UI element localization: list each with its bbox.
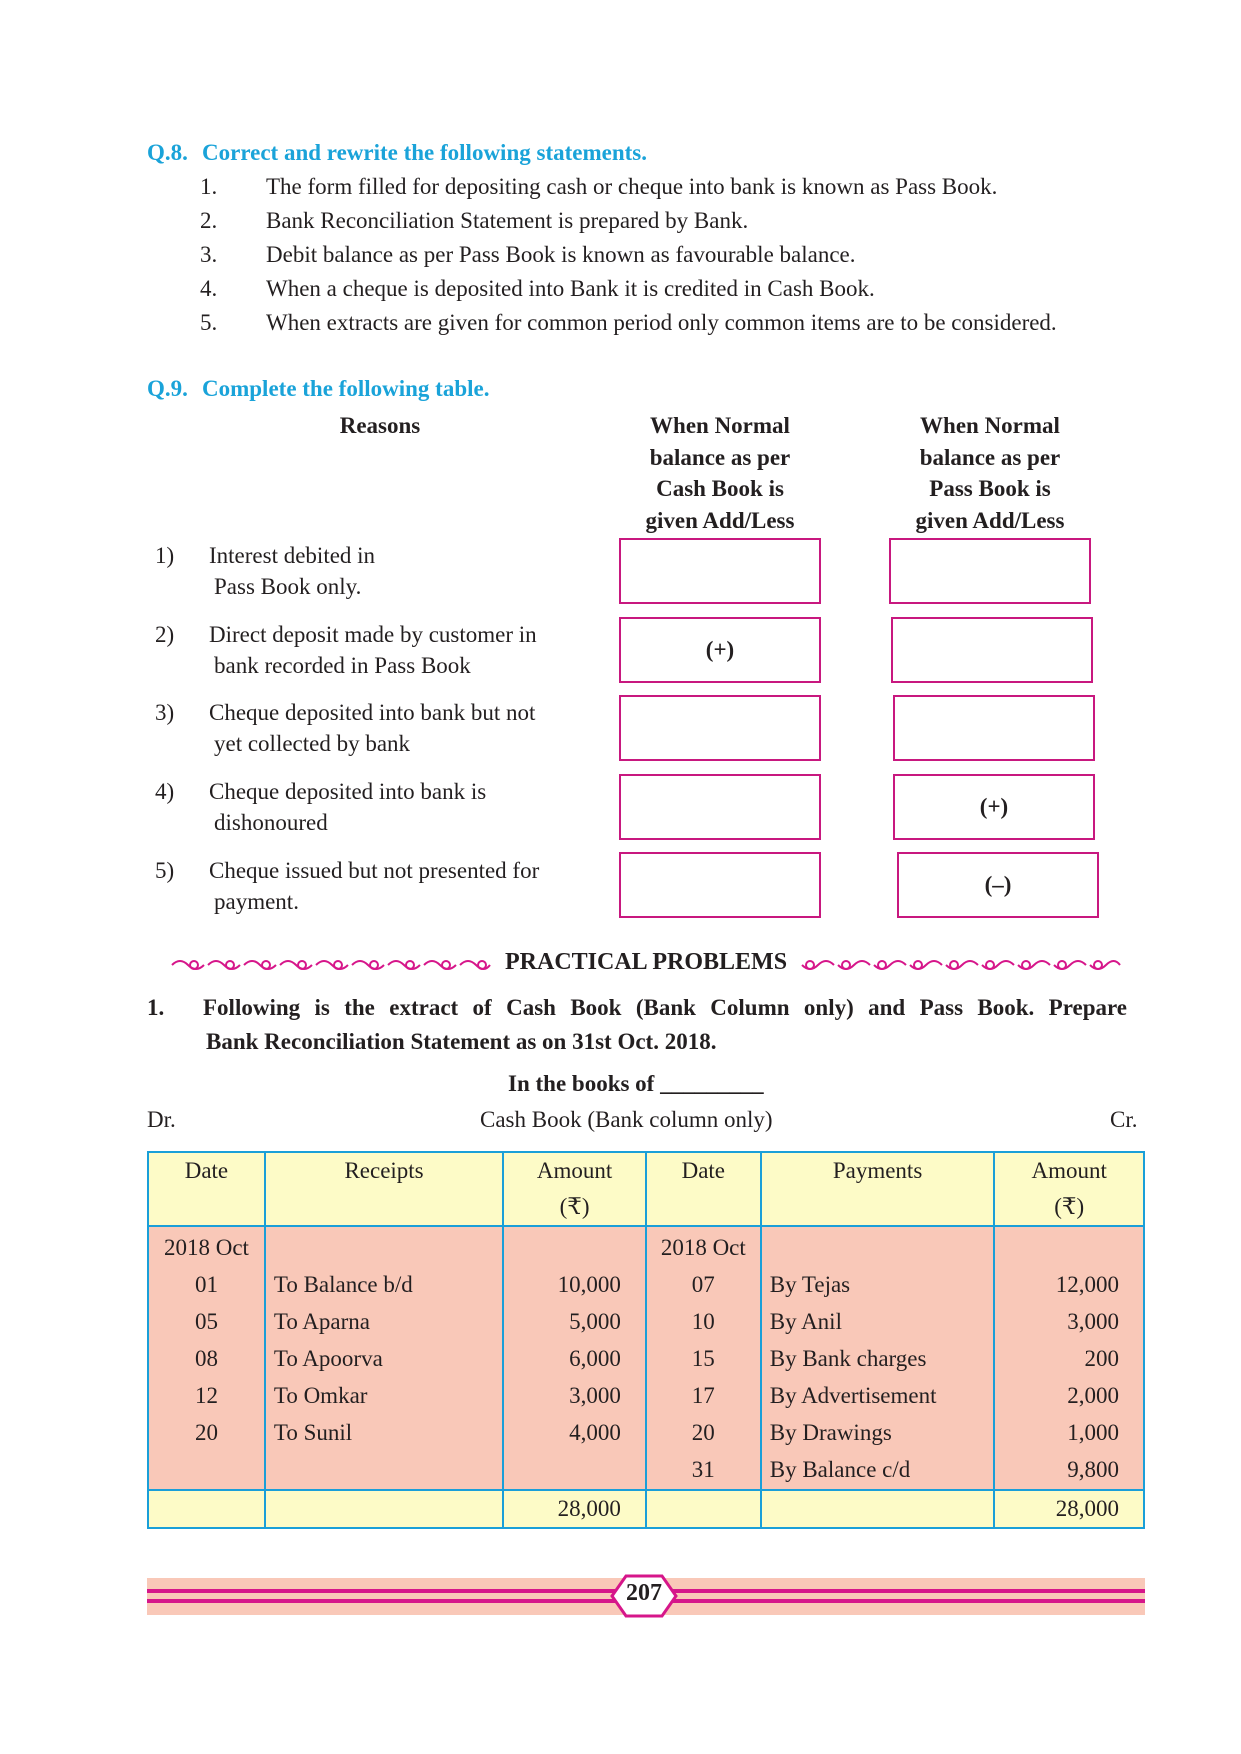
- table-body-row: [148, 1226, 1144, 1490]
- practical-problems-title: PRACTICAL PROBLEMS: [505, 949, 788, 975]
- cash-answer-box[interactable]: [619, 538, 821, 604]
- table-cell: By Balance c/d: [769, 1457, 911, 1482]
- receipt-amounts: [503, 1226, 646, 1490]
- table-cell: By Advertisement: [769, 1383, 937, 1408]
- table-cell: To Apoorva: [273, 1346, 383, 1371]
- table-cell: 5,000: [569, 1309, 621, 1334]
- cr-label: Cr.: [1110, 1107, 1138, 1132]
- header-payments: Payments: [761, 1152, 995, 1226]
- table-cell: 1,000: [1067, 1420, 1119, 1445]
- cash-answer-box[interactable]: [619, 774, 821, 840]
- cash-answer-box[interactable]: [619, 695, 821, 761]
- table-cell: 17: [691, 1383, 715, 1408]
- col-cash-header: [620, 410, 820, 536]
- table-cell: To Aparna: [273, 1309, 370, 1334]
- header-amount: [503, 1152, 646, 1226]
- table-cell: By Bank charges: [769, 1346, 927, 1371]
- cash-answer-box[interactable]: (+): [619, 617, 821, 683]
- table-total-row: [148, 1490, 1144, 1528]
- right-ornament-icon: [800, 954, 1122, 976]
- header-amount-label: Amount: [1031, 1158, 1107, 1183]
- cashbook-table: [147, 1151, 1145, 1529]
- reason-number: 5): [155, 858, 175, 883]
- table-cell: To Omkar: [273, 1383, 368, 1408]
- header-line: Cash Book is: [656, 476, 784, 501]
- reason-text: Cheque issued but not presented for: [209, 858, 540, 883]
- table-cell: [512, 1229, 621, 1266]
- table-cell: 6,000: [569, 1346, 621, 1371]
- statement-text: When extracts are given for common period only common items are to be considered.: [266, 310, 1057, 335]
- table-cell: By Anil: [769, 1309, 842, 1334]
- problem-text: Following is the extract of Cash Book (Bank Column only) and Pass Book. Prepare: [203, 995, 1127, 1020]
- rupee-label: (₹): [1054, 1194, 1085, 1219]
- header-line: given Add/Less: [915, 507, 1065, 533]
- q9-heading: [147, 376, 489, 402]
- payment-particulars: [761, 1226, 995, 1490]
- page-number: 207: [626, 1580, 662, 1606]
- table-cell: 07: [691, 1272, 715, 1297]
- statement-text: Bank Reconciliation Statement is prepared by Bank.: [266, 208, 749, 233]
- statement-text: Debit balance as per Pass Book is known as favourable balance.: [266, 242, 856, 267]
- table-cell: 12,000: [1055, 1272, 1119, 1297]
- q9-number: Q.9.: [147, 376, 188, 401]
- table-cell: 31: [691, 1457, 715, 1482]
- reason-text: Direct deposit made by customer in: [209, 622, 537, 647]
- table-cell: [761, 1490, 995, 1528]
- table-cell: [770, 1229, 986, 1266]
- total-payments: 28,000: [994, 1490, 1144, 1528]
- table-cell: 10: [691, 1309, 715, 1334]
- pass-answer-box[interactable]: [893, 695, 1095, 761]
- table-cell: 08: [194, 1346, 218, 1371]
- header-date: Date: [646, 1152, 761, 1226]
- table-cell: 200: [1084, 1346, 1119, 1371]
- table-cell: 2018 Oct: [163, 1235, 249, 1260]
- table-cell: To Sunil: [273, 1420, 353, 1445]
- table-header-row: [148, 1152, 1144, 1226]
- table-cell: 12: [194, 1383, 218, 1408]
- pass-answer-box[interactable]: (–): [897, 852, 1099, 918]
- header-receipts: Receipts: [265, 1152, 503, 1226]
- table-cell: 2018 Oct: [660, 1235, 746, 1260]
- reason-text: bank recorded in Pass Book: [214, 653, 471, 678]
- total-receipts: 28,000: [503, 1490, 646, 1528]
- header-line: balance as per: [649, 444, 791, 470]
- table-cell: [1003, 1229, 1119, 1266]
- table-cell: 20: [194, 1420, 218, 1445]
- rupee-label: (₹): [559, 1194, 590, 1219]
- statement-number: 4.: [200, 276, 218, 301]
- cashbook-title: Cash Book (Bank column only): [480, 1107, 773, 1132]
- reason-number: 3): [155, 700, 175, 725]
- statement-number: 3.: [200, 242, 218, 267]
- table-cell: By Tejas: [769, 1272, 851, 1297]
- problem-number: 1.: [147, 995, 165, 1020]
- statement-number: 5.: [200, 310, 218, 335]
- reason-text: yet collected by bank: [214, 731, 411, 756]
- pass-answer-box[interactable]: (+): [893, 774, 1095, 840]
- cash-answer-box[interactable]: [619, 852, 821, 918]
- table-cell: [265, 1490, 503, 1528]
- q9-title: Complete the following table.: [202, 376, 490, 401]
- table-cell: 2,000: [1067, 1383, 1119, 1408]
- reason-text: Interest debited in: [209, 543, 376, 568]
- table-cell: 01: [194, 1272, 218, 1297]
- header-amount: [994, 1152, 1144, 1226]
- table-cell: 20: [691, 1420, 715, 1445]
- table-cell: 3,000: [1067, 1309, 1119, 1334]
- statement-number: 2.: [200, 208, 218, 233]
- payment-amounts: [994, 1226, 1144, 1490]
- q8-title: Correct and rewrite the following statements.: [202, 140, 647, 165]
- reason-text: dishonoured: [214, 810, 328, 835]
- receipt-particulars: [265, 1226, 503, 1490]
- reason-text: Cheque deposited into bank but not: [209, 700, 536, 725]
- table-cell: 05: [194, 1309, 218, 1334]
- left-ornament-icon: [170, 954, 492, 976]
- statement-number: 1.: [200, 174, 218, 199]
- q8-number: Q.8.: [147, 140, 188, 165]
- problem-text: Bank Reconciliation Statement as on 31st Oct. 2018.: [206, 1029, 717, 1054]
- table-cell: 4,000: [569, 1420, 621, 1445]
- statement-text: The form filled for depositing cash or cheque into bank is known as Pass Book.: [266, 174, 998, 199]
- col-reasons-header: Reasons: [339, 413, 421, 438]
- table-cell: 3,000: [569, 1383, 621, 1408]
- header-line: given Add/Less: [645, 507, 795, 533]
- dr-label: Dr.: [147, 1107, 176, 1132]
- table-cell: To Balance b/d: [273, 1272, 413, 1297]
- payment-dates: [646, 1226, 761, 1490]
- reason-number: 4): [155, 779, 175, 804]
- reason-number: 1): [155, 543, 175, 568]
- header-line: balance as per: [919, 444, 1061, 470]
- pass-answer-box[interactable]: [891, 617, 1093, 683]
- table-cell: 15: [691, 1346, 715, 1371]
- header-line: When Normal: [920, 413, 1060, 438]
- reason-text: Pass Book only.: [214, 574, 362, 599]
- table-cell: [274, 1229, 494, 1266]
- q8-heading: [147, 140, 647, 166]
- receipt-dates: [148, 1226, 265, 1490]
- statement-text: When a cheque is deposited into Bank it is credited in Cash Book.: [266, 276, 875, 301]
- table-cell: By Drawings: [769, 1420, 892, 1445]
- reason-text: payment.: [214, 889, 299, 914]
- table-cell: [646, 1490, 761, 1528]
- reason-text: Cheque deposited into bank is: [209, 779, 487, 804]
- reason-number: 2): [155, 622, 175, 647]
- col-pass-header: [890, 410, 1090, 536]
- header-line: Pass Book is: [929, 476, 1051, 501]
- pass-answer-box[interactable]: [889, 538, 1091, 604]
- books-of-label: In the books of _________: [508, 1071, 764, 1096]
- table-cell: 10,000: [557, 1272, 621, 1297]
- header-amount-label: Amount: [536, 1158, 613, 1183]
- table-cell: 9,800: [1067, 1457, 1119, 1482]
- header-date: Date: [148, 1152, 265, 1226]
- table-cell: [148, 1490, 265, 1528]
- header-line: When Normal: [650, 413, 790, 438]
